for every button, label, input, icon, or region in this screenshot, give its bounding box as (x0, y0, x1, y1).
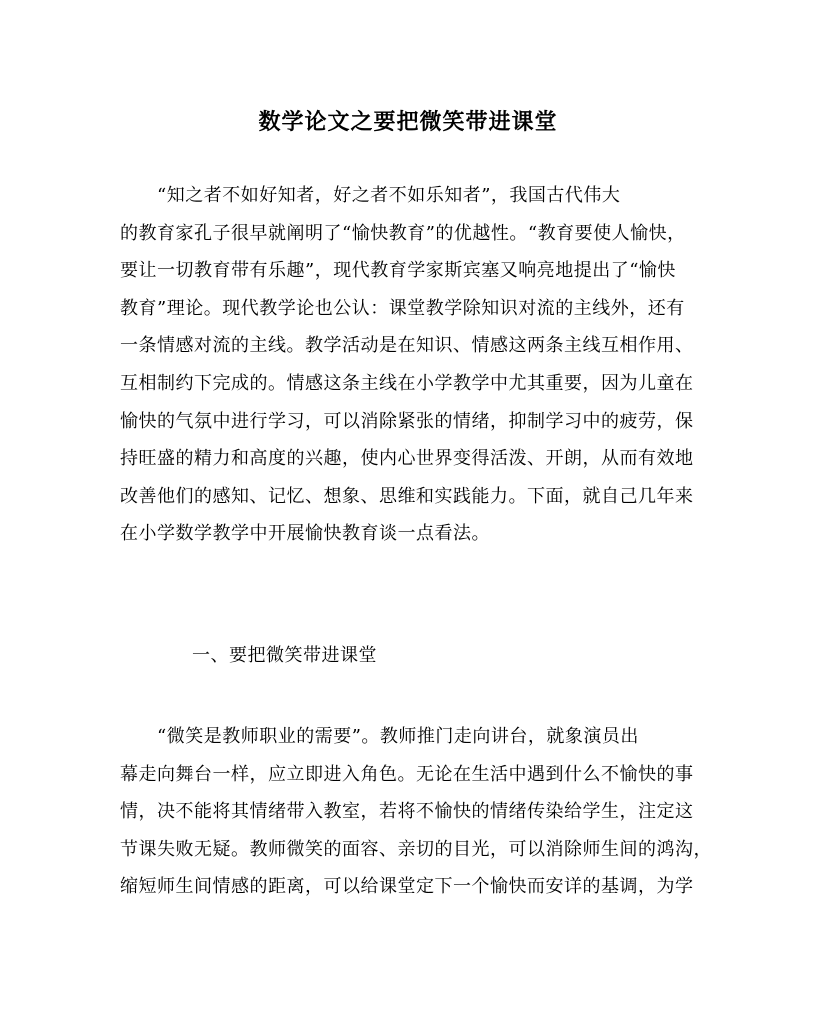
paragraph-line: 的教育家孔子很早就阐明了“愉快教育”的优越性。“教育要使人愉快， (120, 222, 686, 244)
section-one-paragraph (120, 718, 712, 906)
intro-paragraph (120, 177, 696, 553)
paragraph-line: 缩短师生间情感的距离，可以给课堂定下一个愉快而安详的基调，为学 (120, 876, 694, 898)
paragraph-line: “知之者不如好知者，好之者不如乐知者”，我国古代伟大 (120, 185, 621, 206)
paragraph-line: 一条情感对流的主线。教学活动是在知识、情感这两条主线互相作用、 (120, 335, 694, 357)
paragraph-line: 教育”理论。现代教学论也公认：课堂教学除知识对流的主线外，还有 (120, 297, 685, 319)
paragraph-line: 改善他们的感知、记忆、想象、思维和实践能力。下面，就自己几年来 (120, 485, 694, 507)
paragraph-line: 情，决不能将其情绪带入教室，若将不愉快的情绪传染给学生，注定这 (120, 801, 694, 823)
paragraph-line: 节课失败无疑。教师微笑的面容、亲切的目光，可以消除师生间的鸿沟， (120, 838, 712, 860)
paragraph-line: 在小学数学教学中开展愉快教育谈一点看法。 (120, 523, 490, 545)
page-title: 数学论文之要把微笑带进课堂 (258, 109, 558, 135)
paragraph-line: 幕走向舞台一样，应立即进入角色。无论在生活中遇到什么不愉快的事 (120, 763, 694, 785)
section-heading: 一、要把微笑带进课堂 (192, 645, 377, 666)
paragraph-line: 互相制约下完成的。情感这条主线在小学教学中尤其重要，因为儿童在 (120, 372, 694, 394)
paragraph-line: “微笑是教师职业的需要”。教师推门走向讲台，就象演员出 (120, 726, 639, 747)
paragraph-line: 持旺盛的精力和高度的兴趣，使内心世界变得活泼、开朗，从而有效地 (120, 448, 694, 470)
paragraph-line: 要让一切教育带有乐趣”，现代教育学家斯宾塞又响亮地提出了“愉快 (120, 260, 676, 282)
paragraph-line: 愉快的气氛中进行学习，可以消除紧张的情绪，抑制学习中的疲劳，保 (120, 410, 694, 432)
